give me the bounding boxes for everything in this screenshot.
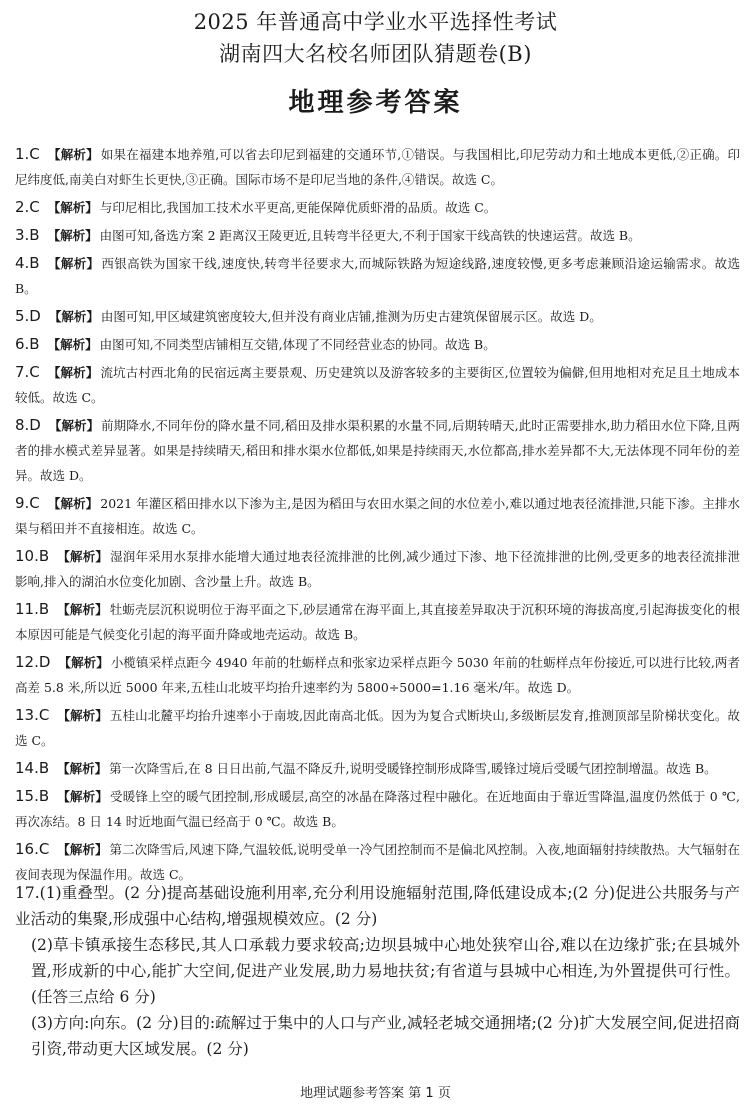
analysis-tag: 【解析】 xyxy=(57,789,109,804)
analysis-tag: 【解析】 xyxy=(47,365,99,380)
answer-item xyxy=(15,360,740,410)
answer-text: 由图可知,不同类型店铺相互交错,体现了不同经营业态的协同。故选 B。 xyxy=(99,337,496,352)
answer-text: 前期降水,不同年份的降水量不同,稻田及排水渠积累的水量不同,后期转晴天,此时正需要排水,助力稻田水位下降,且两者的排水模式差异显著。如果是持续晴天,稻田和排水渠水位都低,如果是持续雨天,水位都高,排水差异都不大,无法体现不同年份的差异。故选 D。 xyxy=(15,418,740,483)
answer-number: 8.D xyxy=(15,416,41,434)
analysis-tag: 【解析】 xyxy=(47,147,99,162)
analysis-tag: 【解析】 xyxy=(47,256,100,271)
answer-number: 5.D xyxy=(15,307,41,325)
analysis-tag: 【解析】 xyxy=(57,602,108,617)
answer-text: 由图可知,甲区域建筑密度较大,但并没有商业店铺,推测为历史古建筑保留展示区。故选 D。 xyxy=(100,309,602,324)
answer-number: 14.B xyxy=(15,759,50,777)
answer-item xyxy=(15,332,740,357)
answer-item xyxy=(15,784,740,834)
answer-text: 第二次降雪后,风速下降,气温较低,说明受单一冷气团控制而不是偏北风控制。入夜,地面辐射持续散热。大气辐射在夜间表现为保温作用。故选 C。 xyxy=(15,842,740,882)
answer-item xyxy=(15,195,740,220)
answer-item xyxy=(15,304,740,329)
exam-title-line2: 湖南四大名校名师团队猜题卷(B) xyxy=(219,42,532,66)
answer-text: 与印尼相比,我国加工技术水平更高,更能保障优质虾滑的品质。故选 C。 xyxy=(99,200,497,215)
essay-answer-17 xyxy=(15,880,740,1062)
answer-text: 牡蛎壳层沉积说明位于海平面之下,砂层通常在海平面上,其直接差异取决于沉积环境的海拔高度,引起海拔变化的根本原因可能是气候变化引起的海平面升降或地壳运动。故选 B。 xyxy=(15,602,740,642)
answer-number: 1.C xyxy=(15,145,40,163)
essay-part-2: (2)草卡镇承接生态移民,其人口承载力要求较高;边坝县城中心地处狭窄山谷,难以在边缘扩张;在县城外置,形成新的中心,能扩大空间,促进产业发展,助力易地扶贫;有省道与县城中心相连,为外置提供可行性。(任答三点给 6 分) xyxy=(31,936,740,1006)
answer-item xyxy=(15,413,740,488)
answer-number: 4.B xyxy=(15,254,40,272)
answer-list xyxy=(15,142,740,890)
analysis-tag: 【解析】 xyxy=(57,761,108,776)
analysis-tag: 【解析】 xyxy=(57,842,108,857)
answer-text: 西银高铁为国家干线,速度快,转弯半径要求大,而城际铁路为短途线路,速度较慢,更多考虑兼顾沿途运输需求。故选 B。 xyxy=(15,256,740,296)
answer-text: 如果在福建本地养殖,可以省去印尼到福建的交通环节,①错误。与我国相比,印尼劳动力和土地成本更低,②正确。印尼纬度低,南美白对虾生长更快,③正确。国际市场不是印尼当地的条件,④错误。故选 C。 xyxy=(15,147,740,187)
answer-number: 7.C xyxy=(15,363,40,381)
answer-item xyxy=(15,491,740,541)
answer-item xyxy=(15,756,740,781)
answer-item xyxy=(15,223,740,248)
answer-item xyxy=(15,597,740,647)
analysis-tag: 【解析】 xyxy=(48,418,100,433)
answer-number: 10.B xyxy=(15,547,50,565)
answer-number: 3.B xyxy=(15,226,40,244)
answer-text: 2021 年灌区稻田排水以下渗为主,是因为稻田与农田水渠之间的水位差小,难以通过地表径流排泄,只能下渗。主排水渠与稻田并不直接相连。故选 C。 xyxy=(15,496,740,536)
page-title: 地理参考答案 xyxy=(288,88,463,118)
answer-item xyxy=(15,142,740,192)
answer-text: 湿润年采用水泵排水能增大通过地表径流排泄的比例,减少通过下渗、地下径流排泄的比例,受更多的地表径流排泄影响,排入的湖泊水位变化加剧、含沙量上升。故选 B。 xyxy=(15,549,740,589)
essay-part-1: 17.(1)重叠型。(2 分)提高基础设施利用率,充分利用设施辐射范围,降低建设成本;(2 分)促进公共服务与产业活动的集聚,形成强中心结构,增强规模效应。(2 分) xyxy=(15,884,740,928)
answer-text: 五桂山北麓平均抬升速率小于南坡,因此南高北低。因为为复合式断块山,多级断层发育,推测顶部呈阶梯状变化。故选 C。 xyxy=(15,708,740,748)
answer-text: 受暖锋上空的暖气团控制,形成暖层,高空的冰晶在降落过程中融化。在近地面由于靠近雪降温,温度仍然低于 0 ℃,再次冻结。8 日 14 时近地面气温已经高于 0 ℃。故选 B。 xyxy=(15,789,740,829)
answer-text: 由图可知,备选方案 2 距离汉王陵更近,且转弯半径更大,不利于国家干线高铁的快速运营。故选 B。 xyxy=(99,228,641,243)
answer-number: 9.C xyxy=(15,494,40,512)
page-footer: 地理试题参考答案 第 1 页 xyxy=(300,1086,451,1101)
exam-title-line1: 2025 年普通高中学业水平选择性考试 xyxy=(193,10,558,34)
essay-part-3: (3)方向:向东。(2 分)目的:疏解过于集中的人口与产业,减轻老城交通拥堵;(2 分)扩大发展空间,促进招商引资,带动更大区域发展。(2 分) xyxy=(31,1014,740,1058)
answer-item xyxy=(15,251,740,301)
answer-number: 13.C xyxy=(15,706,50,724)
analysis-tag: 【解析】 xyxy=(47,200,98,215)
analysis-tag: 【解析】 xyxy=(47,228,98,243)
answer-text: 第一次降雪后,在 8 日日出前,气温不降反升,说明受暖锋控制形成降雪,暖锋过境后受暖气团控制增温。故选 B。 xyxy=(109,761,717,776)
answer-text: 流坑古村西北角的民宿远离主要景观、历史建筑以及游客较多的主要街区,位置较为偏僻,但用地相对充足且土地成本较低。故选 C。 xyxy=(15,365,740,405)
answer-text: 小榄镇采样点距今 4940 年前的牡蛎样点和张家边采样点距今 5030 年前的牡蛎样点年份接近,可以进行比较,两者高差 5.8 米,所以近 5000 年来,五桂山北坡平均抬升速率约为 5800÷5000=1.16 毫米/年。故选 D。 xyxy=(15,655,740,695)
analysis-tag: 【解析】 xyxy=(47,496,99,511)
analysis-tag: 【解析】 xyxy=(58,655,109,670)
answer-item xyxy=(15,703,740,753)
analysis-tag: 【解析】 xyxy=(48,309,99,324)
answer-item xyxy=(15,544,740,594)
answer-number: 15.B xyxy=(15,787,50,805)
analysis-tag: 【解析】 xyxy=(57,708,108,723)
analysis-tag: 【解析】 xyxy=(57,549,109,564)
answer-number: 6.B xyxy=(15,335,40,353)
answer-item xyxy=(15,650,740,700)
analysis-tag: 【解析】 xyxy=(47,337,98,352)
answer-number: 12.D xyxy=(15,653,51,671)
answer-number: 16.C xyxy=(15,840,50,858)
answer-number: 2.C xyxy=(15,198,40,216)
answer-number: 11.B xyxy=(15,600,50,618)
